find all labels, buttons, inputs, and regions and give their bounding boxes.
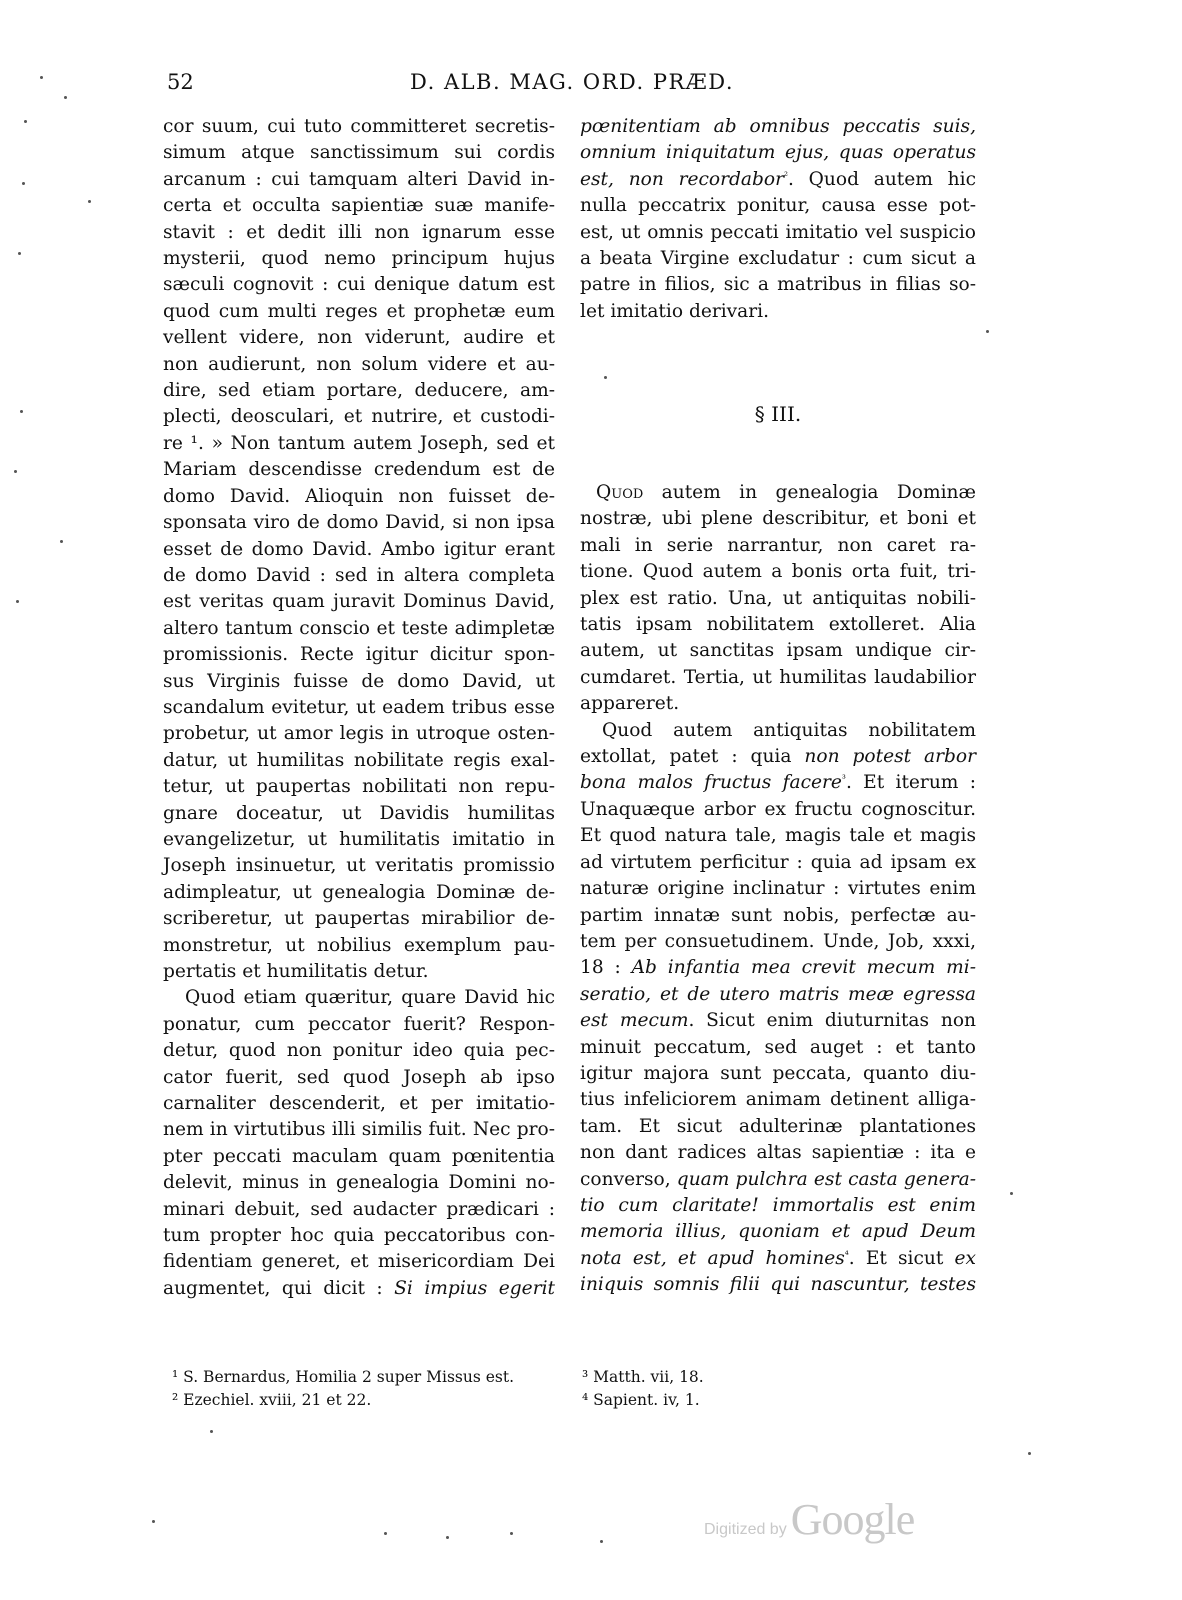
text-line: mysterii, quod nemo principum hujus [163, 248, 555, 270]
text-line: simum atque sanctissimum sui cordis [163, 142, 555, 164]
italic-quote: est, non recordabor [580, 168, 784, 190]
text-line: tius infeliciorem animam detinent alliga- [580, 1089, 976, 1111]
text-span: . Sicut enim diuturnitas non [688, 1010, 976, 1032]
scan-speck [210, 1430, 213, 1433]
text-line: quod cum multi reges et prophetæ eum [163, 300, 555, 322]
right-column-section [580, 480, 976, 1299]
footnote-4: ⁴ Sapient. iv, 1. [582, 1391, 700, 1409]
text-line: nulla peccatrix ponitur, causa esse pot- [580, 195, 976, 217]
text-line: altero tantum conscio et teste adimpletæ [163, 617, 555, 639]
scan-speck [24, 120, 27, 123]
text-line: nostræ, ubi plene describitur, et boni et [580, 508, 976, 530]
right-paragraph-continuation [580, 114, 976, 325]
text-line: pertatis et humilitatis detur. [163, 961, 429, 982]
text-line: cator fuerit, sed quod Joseph ab ipso [163, 1066, 555, 1088]
text-line: probetur, ut amor legis in utroque osten- [163, 723, 555, 745]
watermark-prefix: Digitized by [704, 1521, 787, 1538]
text-line: mali in serie narrantur, non caret ra- [580, 534, 976, 556]
text-line: promissionis. Recte igitur dicitur spon- [163, 644, 555, 666]
scan-speck [88, 200, 91, 203]
text-line: sæculi cognovit : cui denique datum est [163, 274, 555, 296]
text-line: vellent videre, non viderunt, audire et [163, 327, 555, 349]
italic-quote: memoria illius, quoniam et apud Deum [580, 1221, 976, 1243]
scan-speck [604, 376, 607, 379]
text-line: scriberetur, ut paupertas mirabilior de- [163, 908, 555, 930]
right-paragraph-2 [580, 718, 976, 1299]
text-line [580, 140, 976, 166]
text-line: patre in filios, sic a matribus in filias so- [580, 274, 976, 296]
text-line: Unaquæque arbor ex fructu cognoscitur. [580, 798, 976, 820]
text-line [580, 1246, 976, 1272]
text-line: adimpleatur, ut genealogia Dominæ de- [163, 881, 555, 903]
scan-speck [986, 330, 989, 333]
text-line [580, 167, 976, 193]
text-line: ad virtutem perficitur : quia ad ipsam ex [580, 851, 976, 873]
text-line: autem, ut sanctitas ipsam undique cir- [580, 640, 976, 662]
text-line: delevit, minus in genealogia Domini no- [163, 1172, 555, 1194]
text-line: sus Virginis fuisse de domo David, ut [163, 670, 555, 692]
left-paragraph-2 [163, 985, 555, 1302]
italic-quote: pœnitentiam ab omnibus peccatis suis, [580, 116, 976, 137]
text-line: non dant radices altas sapientiæ : ita e [580, 1142, 976, 1164]
text-line [580, 1272, 976, 1298]
text-line [580, 114, 976, 140]
text-line: cor suum, cui tuto committeret secretis- [163, 116, 555, 137]
text-line: plex est ratio. Una, ut antiquitas nobili- [580, 587, 976, 609]
text-line: Quod autem antiquitas nobilitatem [602, 719, 976, 741]
text-line: tum propter hoc quia peccatoribus con- [163, 1225, 555, 1247]
italic-quote: quam pulchra est casta genera- [676, 1168, 976, 1190]
text-line [163, 1276, 555, 1302]
text-line: re ¹. » Non tantum autem Joseph, sed et [163, 432, 555, 454]
scan-speck [18, 252, 21, 255]
drop-word: Quod [596, 482, 644, 503]
right-column [580, 114, 976, 325]
text-span: 18 : [580, 957, 632, 979]
text-line: a beata Virgine excludatur : cum sicut a [580, 248, 976, 270]
scan-speck [446, 1536, 449, 1539]
text-line: sponsata viro de domo David, si non ipsa [163, 512, 555, 534]
scan-speck [22, 182, 25, 185]
text-line: tetur, ut paupertas nobilitati non repu- [163, 776, 555, 798]
italic-quote: Ab infantia mea crevit mecum mi- [631, 957, 977, 979]
text-line: est, ut omnis peccati imitatio vel suspicio [580, 221, 976, 243]
right-paragraph-1 [580, 480, 976, 718]
footnote-2: ² Ezechiel. xviii, 21 et 22. [172, 1391, 372, 1409]
text-line [580, 1008, 976, 1034]
text-line [580, 770, 976, 796]
text-line: igitur majora sunt peccata, quanto diu- [580, 1062, 976, 1084]
text-line [580, 744, 976, 770]
scan-speck [600, 1540, 603, 1543]
page-number: 52 [167, 70, 194, 94]
text-line: est veritas quam juravit Dominus David, [163, 591, 555, 613]
text-line: fidentiam generet, et misericordiam Dei [163, 1251, 555, 1273]
text-line: gnare doceatur, ut Davidis humilitas [163, 802, 555, 824]
text-line [580, 480, 976, 506]
text-line: minuit peccatum, sed auget : et tanto [580, 1036, 976, 1058]
text-line: carnaliter descenderit, et per imitatio- [163, 1093, 555, 1115]
text-line: detur, quod non ponitur ideo quia pec- [163, 1040, 555, 1062]
italic-quote: non potest arbor [804, 746, 976, 768]
scan-speck [40, 76, 43, 79]
text-line: Joseph insinuetur, ut veritatis promissio [163, 855, 555, 877]
footnote-marker: ² [783, 170, 788, 182]
italic-quote: est mecum [580, 1010, 689, 1032]
text-line: dire, sed etiam portare, deducere, am- [163, 380, 555, 402]
text-line: partim innatæ sunt nobis, perfectæ au- [580, 904, 976, 926]
text-line [580, 1167, 976, 1193]
italic-quote: ex [954, 1247, 976, 1269]
text-span: . Et iterum : [845, 772, 977, 794]
text-line: naturæ origine inclinatur : virtutes enim [580, 878, 976, 900]
text-line: certa et occulta sapientiæ suæ manife- [163, 195, 555, 217]
text-line: monstretur, ut nobilius exemplum pau- [163, 934, 555, 956]
text-span: . Quod autem hic [787, 168, 976, 190]
text-line: scandalum evitetur, ut eadem tribus esse [163, 696, 555, 718]
scan-speck [64, 96, 67, 99]
text-line: plecti, deosculari, et nutrire, et custodi- [163, 406, 555, 428]
text-line: appareret. [580, 693, 680, 715]
text-line: cumdaret. Tertia, ut humilitas laudabilior [580, 666, 976, 688]
watermark-logo: Google [790, 1495, 915, 1544]
text-line: arcanum : cui tamquam alteri David in- [163, 168, 555, 190]
digitized-watermark [704, 1494, 914, 1545]
text-line: Mariam descendisse credendum est de [163, 459, 555, 481]
scan-speck [1010, 1192, 1013, 1195]
footnote-marker: ⁴ [844, 1249, 849, 1261]
text-line: stavit : et dedit illi non ignarum esse [163, 221, 555, 243]
scan-speck [14, 470, 17, 473]
left-column [163, 114, 555, 1302]
text-line [580, 955, 976, 981]
text-span: extollat, patet : quia [580, 746, 805, 768]
text-span: autem in genealogia Dominæ [643, 482, 976, 503]
text-line: esset de domo David. Ambo igitur erant [163, 538, 555, 560]
italic-quote: iniquis somnis filii qui nascuntur, testes [580, 1274, 976, 1296]
footnote-marker: ³ [841, 774, 846, 786]
text-line [580, 1219, 976, 1245]
scan-speck [510, 1532, 513, 1535]
italic-quote: bona malos fructus facere [580, 772, 842, 794]
scan-speck [384, 1532, 387, 1535]
text-line: let imitatio derivari. [580, 300, 770, 322]
footnote-1: ¹ S. Bernardus, Homilia 2 super Missus est. [172, 1368, 515, 1386]
text-line: Et quod natura tale, magis tale et magis [580, 825, 976, 847]
italic-quote: omnium iniquitatum ejus, quas operatus [580, 142, 976, 164]
footnotes-left [172, 1366, 552, 1412]
text-line: ponatur, cum peccator fuerit? Respon- [163, 1013, 555, 1035]
italic-quote: tio cum claritate! immortalis est enim [580, 1194, 976, 1216]
text-line: Quod etiam quæritur, quare David hic [185, 987, 555, 1009]
text-line [580, 1193, 976, 1219]
text-line: tione. Quod autem a bonis orta fuit, tri- [580, 561, 976, 583]
text-line: de domo David : sed in altera completa [163, 564, 555, 586]
footnotes-right [582, 1366, 962, 1412]
text-line: tem per consuetudinem. Unde, Job, xxxi, [580, 930, 976, 952]
text-line: minari debuit, sed audacter prædicari : [163, 1198, 555, 1220]
scan-speck [152, 1520, 155, 1523]
text-line: non audierunt, non solum videre et au- [163, 353, 555, 375]
running-title: D. ALB. MAG. ORD. PRÆD. [410, 70, 735, 94]
italic-quote: seratio, et de utero matris meæ egressa [580, 983, 976, 1005]
text-line: datur, ut humilitas nobilitate regis exal- [163, 749, 555, 771]
text-span: . Et sicut [848, 1247, 955, 1269]
text-line: pter peccati maculam quam pœnitentia [163, 1145, 555, 1167]
text-line: evangelizetur, ut humilitatis imitatio in [163, 828, 555, 850]
footnote-3: ³ Matth. vii, 18. [582, 1368, 704, 1386]
scan-speck [60, 540, 63, 543]
italic-quote: nota est, et apud homines [580, 1247, 845, 1269]
text-span: converso, [580, 1168, 677, 1190]
text-line: tatis ipsam nobilitatem extolleret. Alia [580, 614, 976, 636]
left-paragraph-1 [163, 114, 555, 985]
scan-speck [20, 410, 23, 413]
text-line: nem in virtutibus illi similis fuit. Nec pro- [163, 1119, 555, 1141]
text-span: augmentet, qui dicit : [163, 1277, 395, 1299]
text-line: tam. Et sicut adulterinæ plantationes [580, 1115, 976, 1137]
text-line [580, 982, 976, 1008]
italic-quote: Si impius egerit [394, 1277, 555, 1299]
scan-speck [1028, 1452, 1031, 1455]
section-heading: § III. [754, 402, 802, 426]
text-line: domo David. Alioquin non fuisset de- [163, 485, 555, 507]
scan-speck [16, 600, 19, 603]
